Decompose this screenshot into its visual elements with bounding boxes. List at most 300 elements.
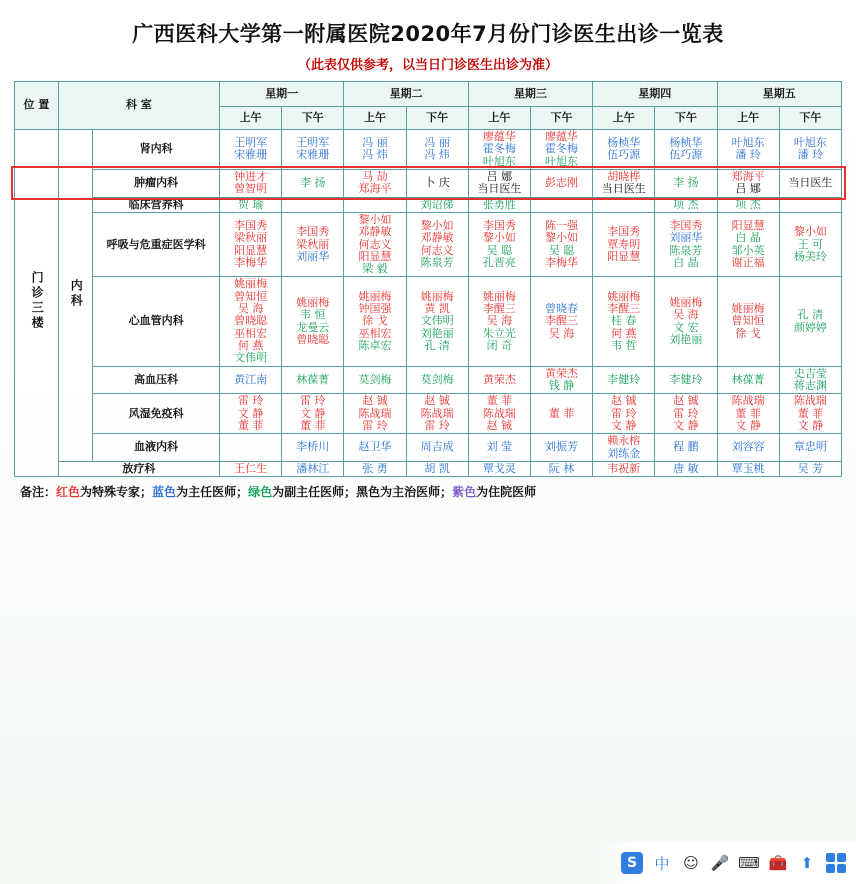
doctor-name: 姚丽梅 <box>420 289 454 303</box>
schedule-cell <box>468 130 530 170</box>
schedule-cell <box>779 130 841 170</box>
doctor-name: 白 晶 <box>673 255 699 269</box>
schedule-cell <box>406 130 468 170</box>
schedule-cell <box>717 277 779 366</box>
doctor-name: 文 静 <box>797 418 824 432</box>
schedule-cell <box>593 277 655 366</box>
doctor-name: 梁 毅 <box>362 262 388 276</box>
doctor-name: 彭志刚 <box>545 176 579 190</box>
doctor-name: 刘丽华 <box>669 231 703 245</box>
doctor-name: 刘丽华 <box>296 249 330 263</box>
table-row <box>15 130 842 170</box>
schedule-cell <box>220 130 282 170</box>
schedule-cell <box>779 197 841 212</box>
doctor-name: 姚丽梅 <box>607 289 641 303</box>
doctor-name: 董 菲 <box>486 394 513 408</box>
schedule-cell <box>593 197 655 212</box>
doctor-name: 雷 玲 <box>300 394 326 408</box>
doctor-name: 文 静 <box>735 418 761 432</box>
schedule-cell <box>344 169 406 197</box>
doctor-name: 阳显慧 <box>731 219 765 233</box>
doctor-name: 王仁生 <box>234 461 268 475</box>
schedule-cell <box>779 169 841 197</box>
doctor-name: 刘诏俤 <box>420 197 454 211</box>
ime-chinese-icon[interactable]: 中 <box>654 854 670 873</box>
doctor-name: 黎小如 <box>358 212 392 226</box>
emoji-icon[interactable]: ☺ <box>683 854 699 872</box>
header-position: 位 置 <box>15 82 59 130</box>
doctor-name: 郑海平 <box>731 169 765 183</box>
schedule-cell <box>717 394 779 434</box>
doctor-name: 吴 海 <box>548 326 575 340</box>
doctor-name: 廖蕴华 <box>545 130 579 143</box>
schedule-cell <box>344 197 406 212</box>
doctor-name: 徐 戈 <box>362 314 388 328</box>
doctor-name: 梁秋丽 <box>296 237 330 251</box>
schedule-cell <box>282 461 344 476</box>
schedule-cell <box>717 197 779 212</box>
s-logo-icon[interactable]: S <box>621 852 643 874</box>
doctor-name: 钟进才 <box>234 169 268 183</box>
doctor-name: 姚丽梅 <box>731 302 765 316</box>
schedule-cell <box>344 212 406 277</box>
schedule-cell <box>468 277 530 366</box>
doctor-name: 雷 玲 <box>237 394 264 408</box>
schedule-cell <box>717 169 779 197</box>
schedule-cell <box>530 212 592 277</box>
schedule-cell <box>593 394 655 434</box>
keyboard-icon[interactable]: ⌨ <box>738 854 760 872</box>
doctor-name: 唐 敏 <box>673 461 699 475</box>
doctor-name: 雷 玲 <box>424 418 450 432</box>
header-half-am: 上午 <box>468 107 530 130</box>
doctor-name: 潘 玲 <box>797 148 824 162</box>
doctor-name: 伍巧源 <box>669 148 703 162</box>
schedule-table <box>14 81 842 477</box>
group-cell: 内科 <box>58 130 93 462</box>
doctor-name: 李国秀 <box>234 219 268 233</box>
doctor-name: 黄江南 <box>234 372 268 386</box>
dept-cell: 肾内科 <box>93 130 220 170</box>
doctor-name: 颜婷婷 <box>793 320 827 334</box>
schedule-body <box>15 130 842 477</box>
header-half-am: 上午 <box>593 107 655 130</box>
doctor-name: 马 劼 <box>362 169 388 183</box>
doctor-name: 赵 铖 <box>362 394 388 408</box>
doctor-name: 朱立光 <box>482 326 516 340</box>
doctor-name: 潘林江 <box>296 461 330 475</box>
doctor-name: 黄荣杰 <box>545 366 579 380</box>
doctor-name: 卜 庆 <box>424 176 450 190</box>
header-half-pm: 下午 <box>655 107 717 130</box>
doctor-name: 梁秋丽 <box>234 231 268 245</box>
doctor-name: 冯 炜 <box>424 148 450 162</box>
doctor-name: 白 晶 <box>735 231 761 245</box>
schedule-cell <box>468 169 530 197</box>
schedule-cell <box>220 366 282 394</box>
schedule-cell <box>406 212 468 277</box>
schedule-cell <box>344 366 406 394</box>
doctor-name: 巫相宏 <box>234 326 268 340</box>
mic-icon[interactable]: 🎤 <box>710 854 730 872</box>
doctor-name: 孔 清 <box>797 308 824 322</box>
doctor-name: 杨美玲 <box>793 249 827 263</box>
doctor-name: 冯 丽 <box>362 136 388 150</box>
schedule-cell <box>655 130 717 170</box>
doctor-name: 李国秀 <box>607 225 641 239</box>
schedule-cell <box>220 169 282 197</box>
doctor-name: 吴 聪 <box>548 243 575 257</box>
doctor-name: 刘容容 <box>731 440 765 454</box>
doctor-name: 王 可 <box>797 237 824 251</box>
schedule-cell <box>282 130 344 170</box>
dept-cell: 心血管内科 <box>93 277 220 366</box>
doctor-name: 钟国强 <box>358 302 392 316</box>
doctor-name: 陈战瑞 <box>358 406 392 420</box>
legend-color-name: 紫色 <box>452 485 477 500</box>
doctor-name: 贺 瑜 <box>237 197 264 211</box>
doctor-name: 李桥川 <box>296 440 330 454</box>
schedule-cell <box>406 461 468 476</box>
header-half-pm: 下午 <box>282 107 344 130</box>
page-title: 广西医科大学第一附属医院2020年7月份门诊医生出诊一览表 <box>132 22 724 46</box>
doctor-name: 陈一强 <box>545 219 579 233</box>
doctor-name: 曾智明 <box>234 182 268 196</box>
schedule-cell <box>779 212 841 277</box>
schedule-cell <box>468 394 530 434</box>
doctor-name: 谢正福 <box>731 255 765 269</box>
doctor-name: 徐 戈 <box>735 326 761 340</box>
legend-prefix: 备注： <box>20 485 57 500</box>
schedule-cell <box>717 130 779 170</box>
doctor-name: 宋雅珊 <box>234 148 268 162</box>
doctor-name: 莫剑梅 <box>358 372 392 386</box>
schedule-cell <box>220 434 282 462</box>
doctor-name: 蒋志渊 <box>793 378 827 392</box>
header-half-pm: 下午 <box>779 107 841 130</box>
toolbox-icon[interactable]: 🧰 <box>768 854 788 872</box>
doctor-name: 孔晋亮 <box>482 255 516 269</box>
header-day-4: 星期五 <box>717 82 842 107</box>
header-half-am: 上午 <box>717 107 779 130</box>
schedule-cell <box>406 394 468 434</box>
header-dept: 科 室 <box>58 82 219 130</box>
doctor-name: 姚丽梅 <box>296 295 330 309</box>
doctor-name: 刘艳丽 <box>669 332 703 346</box>
legend-color-name: 蓝色 <box>152 485 177 500</box>
doctor-name: 黎小如 <box>482 231 516 245</box>
schedule-cell <box>655 197 717 212</box>
schedule-cell <box>344 394 406 434</box>
doctor-name: 陈战瑞 <box>793 394 827 408</box>
doctor-name: 覃戈灵 <box>482 461 516 475</box>
legend-text: 为主治医师； <box>380 485 453 500</box>
doctor-name: 冯 丽 <box>424 136 450 150</box>
doctor-name: 邹小英 <box>731 243 765 257</box>
doctor-name: 董 菲 <box>300 418 326 432</box>
doctor-name: 阳显慧 <box>607 249 641 263</box>
schedule-cell <box>655 394 717 434</box>
doctor-name: 王明军 <box>296 136 330 150</box>
doctor-name: 李梅华 <box>234 255 268 269</box>
schedule-cell <box>779 461 841 476</box>
schedule-cell <box>593 434 655 462</box>
doctor-name: 文伟明 <box>234 351 268 365</box>
ime-taskbar[interactable] <box>596 842 856 884</box>
doctor-name: 韦 哲 <box>610 339 637 352</box>
schedule-cell <box>717 212 779 277</box>
doctor-name: 霍冬梅 <box>482 142 516 156</box>
doctor-name: 李醒三 <box>607 302 641 316</box>
schedule-cell <box>530 434 592 462</box>
doctor-name: 韦 恒 <box>300 308 326 322</box>
doctor-name: 陈泉芳 <box>669 243 703 257</box>
legend-text: 为住院医师 <box>476 485 537 500</box>
upload-icon[interactable]: ⬆ <box>800 854 814 872</box>
schedule-cell <box>655 277 717 366</box>
doctor-name: 邓静敏 <box>420 231 454 245</box>
doctor-name: 程 鹏 <box>673 440 699 454</box>
table-row <box>15 212 842 277</box>
doctor-name: 张勇胜 <box>482 197 516 211</box>
doctor-name: 赵 铖 <box>424 394 450 408</box>
doctor-name: 莫剑梅 <box>420 372 454 386</box>
doctor-name: 何 燕 <box>237 339 264 352</box>
doctor-name: 曾知恒 <box>234 289 268 303</box>
doctor-name: 吴 聪 <box>486 243 513 257</box>
schedule-cell <box>655 366 717 394</box>
dept-cell: 呼吸与危重症医学科 <box>93 212 220 277</box>
table-row <box>15 461 842 476</box>
schedule-cell <box>344 434 406 462</box>
table-row <box>15 434 842 462</box>
doctor-name: 赵卫华 <box>358 440 392 454</box>
schedule-cell <box>593 130 655 170</box>
doctor-name: 李梅华 <box>545 255 579 269</box>
schedule-cell <box>779 366 841 394</box>
dept-cell: 肿瘤内科 <box>93 169 220 197</box>
header-day-3: 星期四 <box>593 82 717 107</box>
table-row <box>15 169 842 197</box>
dept-cell: 风湿免疫科 <box>93 394 220 434</box>
doctor-name: 闭 奇 <box>486 339 513 352</box>
doctor-name: 李国秀 <box>482 219 516 233</box>
doctor-name: 吴 芳 <box>797 461 824 475</box>
dept-cell: 血液内科 <box>93 434 220 462</box>
schedule-cell <box>282 212 344 277</box>
schedule-cell <box>717 434 779 462</box>
doctor-name: 文 静 <box>673 418 699 432</box>
doctor-name: 赵 铖 <box>486 418 513 432</box>
doctor-name: 陈战瑞 <box>731 394 765 408</box>
schedule-cell <box>220 197 282 212</box>
legend-color-name: 黑色 <box>356 485 381 500</box>
doctor-name: 邓静敏 <box>358 225 392 239</box>
table-row <box>15 197 842 212</box>
schedule-cell <box>655 212 717 277</box>
schedule-cell <box>655 461 717 476</box>
doctor-name: 章忠明 <box>793 440 827 454</box>
doctor-name: 郑海平 <box>358 182 392 196</box>
doctor-name: 林葆菁 <box>731 372 765 386</box>
schedule-cell <box>530 461 592 476</box>
doctor-name: 吴 海 <box>237 302 264 316</box>
doctor-name: 刘振芳 <box>545 440 579 454</box>
doctor-name: 姚丽梅 <box>669 295 703 309</box>
doctor-name: 当日医生 <box>477 182 522 196</box>
schedule-cell <box>530 394 592 434</box>
doctor-name: 李健玲 <box>607 372 641 386</box>
doctor-name: 王明军 <box>234 136 268 150</box>
doctor-name: 曾晓春 <box>545 302 579 316</box>
doctor-name: 雷 玲 <box>610 406 637 420</box>
schedule-cell <box>593 461 655 476</box>
doctor-name: 李醒三 <box>482 302 516 316</box>
schedule-cell <box>468 366 530 394</box>
doctor-name: 赵 铖 <box>610 394 637 408</box>
doctor-name: 何志义 <box>358 237 392 251</box>
doctor-name: 杨桢华 <box>669 136 703 150</box>
schedule-cell <box>282 169 344 197</box>
schedule-cell <box>344 461 406 476</box>
doctor-name: 吕 娜 <box>735 182 761 196</box>
doctor-name: 阳显慧 <box>358 249 392 263</box>
doctor-name: 覃寿明 <box>607 237 641 251</box>
doctor-name: 黎小如 <box>793 225 827 239</box>
schedule-cell <box>282 277 344 366</box>
header-half-pm: 下午 <box>530 107 592 130</box>
dept-cell: 放疗科 <box>58 461 219 476</box>
doctor-name: 黄荣杰 <box>482 372 516 386</box>
doctor-name: 叶旭东 <box>793 136 827 150</box>
doctor-name: 何志义 <box>420 243 454 257</box>
schedule-cell <box>220 277 282 366</box>
legend-text: 为主任医师； <box>176 485 249 500</box>
doctor-name: 李健玲 <box>669 372 703 386</box>
doctor-name: 董 菲 <box>797 406 824 420</box>
doctor-name: 文 静 <box>237 406 264 420</box>
schedule-cell <box>779 434 841 462</box>
doctor-name: 项 杰 <box>673 197 699 211</box>
doctor-name: 文 静 <box>300 406 326 420</box>
schedule-cell <box>468 197 530 212</box>
schedule-cell <box>593 212 655 277</box>
schedule-cell <box>655 434 717 462</box>
doctor-name: 周吉成 <box>420 440 454 454</box>
doctor-name: 叶旭东 <box>482 154 516 168</box>
table-row <box>15 394 842 434</box>
doctor-name: 张 勇 <box>362 461 388 475</box>
header-half-am: 上午 <box>344 107 406 130</box>
doctor-name: 姚丽梅 <box>358 289 392 303</box>
doctor-name: 董 菲 <box>237 418 264 432</box>
schedule-cell <box>406 366 468 394</box>
schedule-cell <box>406 434 468 462</box>
legend-text: 为副主任医师； <box>272 485 357 500</box>
doctor-name: 钱 静 <box>548 378 575 392</box>
schedule-cell <box>779 394 841 434</box>
doctor-name: 伍巧源 <box>607 148 641 162</box>
schedule-cell <box>717 461 779 476</box>
schedule-cell <box>406 197 468 212</box>
schedule-cell <box>530 130 592 170</box>
schedule-cell <box>282 394 344 434</box>
position-cell: 门诊三楼 <box>15 130 59 477</box>
legend-color-name: 红色 <box>56 485 81 500</box>
schedule-cell <box>593 366 655 394</box>
schedule-cell <box>282 366 344 394</box>
header-day-0: 星期一 <box>220 82 344 107</box>
schedule-cell <box>717 366 779 394</box>
doctor-name: 赖永榕 <box>607 434 641 448</box>
doctor-name: 李 扬 <box>673 176 699 190</box>
schedule-cell <box>220 394 282 434</box>
doctor-name: 吴 海 <box>486 314 513 328</box>
schedule-cell <box>220 212 282 277</box>
dept-cell: 高血压科 <box>93 366 220 394</box>
doctor-name: 文 宏 <box>673 320 699 334</box>
schedule-cell <box>530 366 592 394</box>
doctor-name: 史吉莹 <box>793 366 827 380</box>
doctor-name: 桂 春 <box>610 314 637 328</box>
doctor-name: 霍冬梅 <box>545 142 579 156</box>
doctor-name: 胡晓桦 <box>607 169 641 183</box>
header-day-2: 星期三 <box>468 82 592 107</box>
doctor-name: 阮 林 <box>548 461 575 475</box>
schedule-cell <box>344 277 406 366</box>
schedule-cell <box>530 197 592 212</box>
doctor-name: 杨桢华 <box>607 136 641 150</box>
doctor-name: 黎小如 <box>420 219 454 233</box>
header-day-1: 星期二 <box>344 82 468 107</box>
doctor-name: 何 燕 <box>610 326 637 340</box>
doctor-name: 叶旭东 <box>731 136 765 150</box>
doctor-name: 孔 清 <box>424 339 450 352</box>
doctor-name: 龙曼云 <box>296 320 330 334</box>
schedule-cell <box>468 212 530 277</box>
doctor-name: 宋雅珊 <box>296 148 330 162</box>
doctor-name: 陈战瑞 <box>482 406 516 420</box>
doctor-name: 韦祝新 <box>607 461 641 475</box>
schedule-cell <box>779 277 841 366</box>
schedule-cell <box>468 461 530 476</box>
schedule-cell <box>468 434 530 462</box>
doctor-name: 文 静 <box>610 418 637 432</box>
doctor-name: 曾晓聪 <box>296 332 330 346</box>
doctor-name: 赵 铖 <box>673 394 699 408</box>
schedule-cell <box>344 130 406 170</box>
dept-cell: 临床营养科 <box>93 197 220 212</box>
schedule-cell <box>282 197 344 212</box>
header-half-pm: 下午 <box>406 107 468 130</box>
doctor-name: 巫相宏 <box>358 326 392 340</box>
doctor-name: 刘 莹 <box>486 440 513 454</box>
doctor-name: 叶旭东 <box>545 154 579 168</box>
schedule-cell <box>220 461 282 476</box>
doctor-name: 吴 海 <box>673 308 699 322</box>
doctor-name: 胡 凯 <box>424 461 450 475</box>
doctor-name: 覃玉桃 <box>731 461 765 475</box>
doctor-name: 冯 炜 <box>362 148 388 162</box>
schedule-cell <box>530 169 592 197</box>
doctor-name: 陈战瑞 <box>420 406 454 420</box>
apps-grid-icon[interactable] <box>826 853 846 873</box>
table-row <box>15 277 842 366</box>
doctor-name: 雷 玲 <box>362 418 388 432</box>
doctor-name: 刘练金 <box>607 446 641 460</box>
table-row <box>15 366 842 394</box>
doctor-name: 项 杰 <box>735 197 761 211</box>
